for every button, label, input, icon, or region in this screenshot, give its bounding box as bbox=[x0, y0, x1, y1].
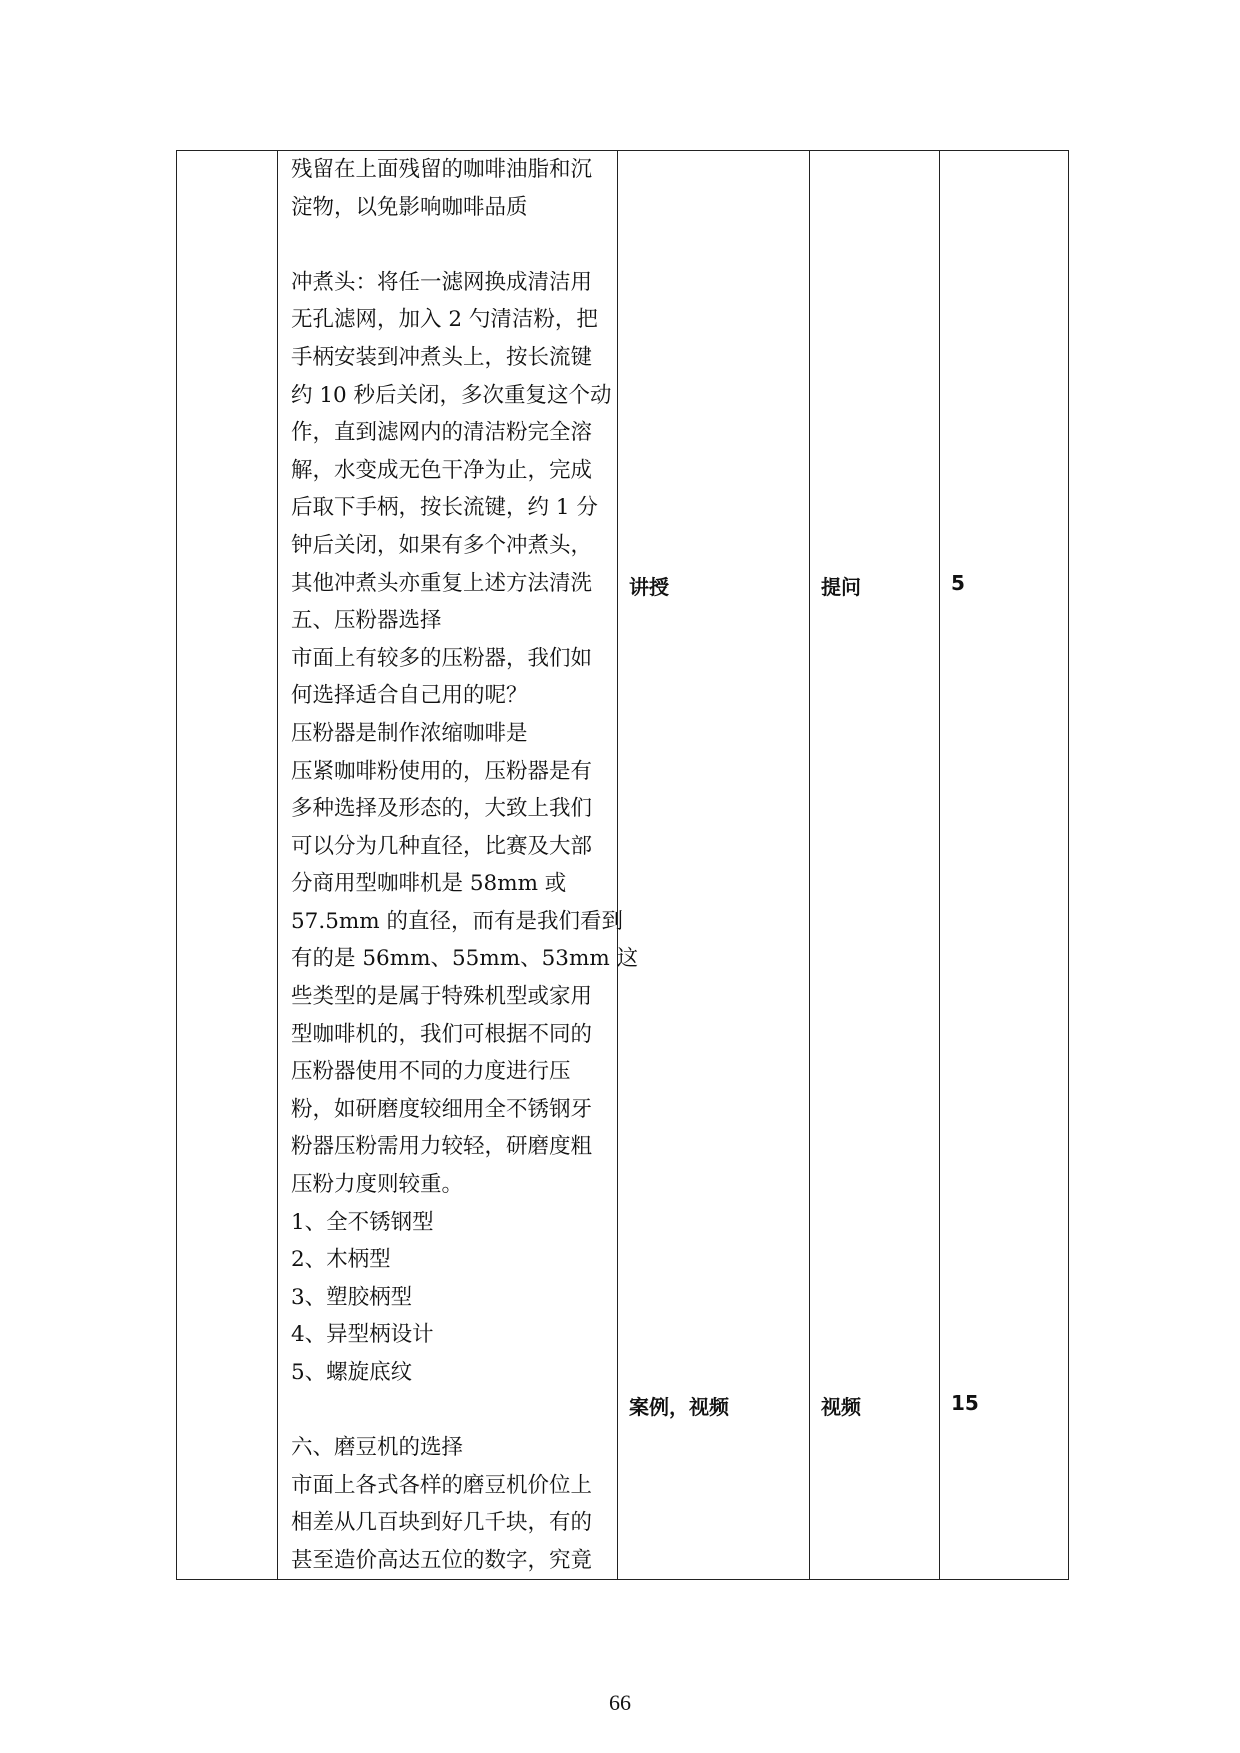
student-activity-1: 提问 bbox=[821, 575, 861, 599]
content-line: 些类型的是属于特殊机型或家用 bbox=[291, 984, 593, 1010]
content-line: 钟后关闭，如果有多个冲煮头， bbox=[291, 532, 593, 558]
student-activity-2: 视频 bbox=[821, 1395, 861, 1419]
content-line: 作，直到滤网内的清洁粉完全溶 bbox=[291, 420, 593, 446]
content-line: 解，水变成无色干净为止，完成 bbox=[291, 457, 593, 483]
content-line: 57.5mm 的直径，而有是我们看到 bbox=[291, 908, 623, 934]
content-line: 型咖啡机的，我们可根据不同的 bbox=[291, 1021, 593, 1047]
lesson-table bbox=[176, 150, 1069, 1580]
time-minutes-1: 5 bbox=[951, 571, 965, 595]
content-line: 手柄安装到冲煮头上，按长流键 bbox=[291, 344, 593, 370]
content-line: 有的是 56mm、55mm、53mm 这 bbox=[291, 946, 639, 972]
time-minutes-2: 15 bbox=[951, 1391, 979, 1415]
content-line: 五、压粉器选择 bbox=[291, 608, 442, 634]
content-line: 压粉器使用不同的力度进行压 bbox=[291, 1059, 571, 1085]
content-line: 多种选择及形态的，大致上我们 bbox=[291, 796, 593, 822]
content-line: 冲煮头：将任一滤网换成清洁用 bbox=[291, 269, 593, 295]
content-line: 压粉器是制作浓缩咖啡是 bbox=[291, 720, 528, 746]
content-line: 分商用型咖啡机是 58mm 或 bbox=[291, 871, 567, 897]
content-line: 5、螺旋底纹 bbox=[291, 1360, 413, 1385]
content-line: 相差从几百块到好几千块，有的 bbox=[291, 1510, 593, 1536]
content-line: 可以分为几种直径，比赛及大部 bbox=[291, 833, 593, 859]
content-line: 压粉力度则较重。 bbox=[291, 1172, 464, 1198]
content-line: 1、全不锈钢型 bbox=[291, 1209, 434, 1235]
column-divider bbox=[809, 151, 810, 1579]
content-line: 约 10 秒后关闭，多次重复这个动 bbox=[291, 382, 612, 408]
content-line: 4、异型柄设计 bbox=[291, 1322, 434, 1348]
content-line: 市面上有较多的压粉器，我们如 bbox=[291, 645, 593, 671]
teaching-method-1: 讲授 bbox=[629, 575, 669, 599]
content-line: 六、磨豆机的选择 bbox=[291, 1435, 464, 1461]
content-line: 3、塑胶柄型 bbox=[291, 1284, 413, 1310]
content-line: 压紧咖啡粉使用的，压粉器是有 bbox=[291, 758, 593, 784]
content-line: 粉，如研磨度较细用全不锈钢牙 bbox=[291, 1096, 593, 1122]
content-line: 后取下手柄，按长流键，约 1 分 bbox=[291, 495, 598, 521]
teaching-method-2: 案例，视频 bbox=[629, 1395, 729, 1419]
content-line: 何选择适合自己用的呢？ bbox=[291, 683, 528, 709]
blank-line bbox=[291, 1392, 603, 1430]
content-line: 粉器压粉需用力较轻，研磨度粗 bbox=[291, 1134, 593, 1160]
column-divider bbox=[277, 151, 278, 1579]
page-number: 66 bbox=[609, 1690, 631, 1715]
content-line: 淀物，以免影响咖啡品质 bbox=[291, 194, 528, 220]
column-divider bbox=[617, 151, 618, 1579]
content-line: 2、木柄型 bbox=[291, 1247, 391, 1273]
content-line: 其他冲煮头亦重复上述方法清洗 bbox=[291, 570, 593, 596]
column-divider bbox=[939, 151, 940, 1579]
lesson-content-cell bbox=[279, 151, 639, 1580]
content-line: 甚至造价高达五位的数字，究竟 bbox=[291, 1547, 593, 1573]
content-line: 市面上各式各样的磨豆机价位上 bbox=[291, 1472, 593, 1498]
blank-line bbox=[291, 226, 603, 264]
content-line: 残留在上面残留的咖啡油脂和沉 bbox=[291, 157, 593, 182]
content-line: 无孔滤网，加入 2 勺清洁粉，把 bbox=[291, 307, 598, 333]
